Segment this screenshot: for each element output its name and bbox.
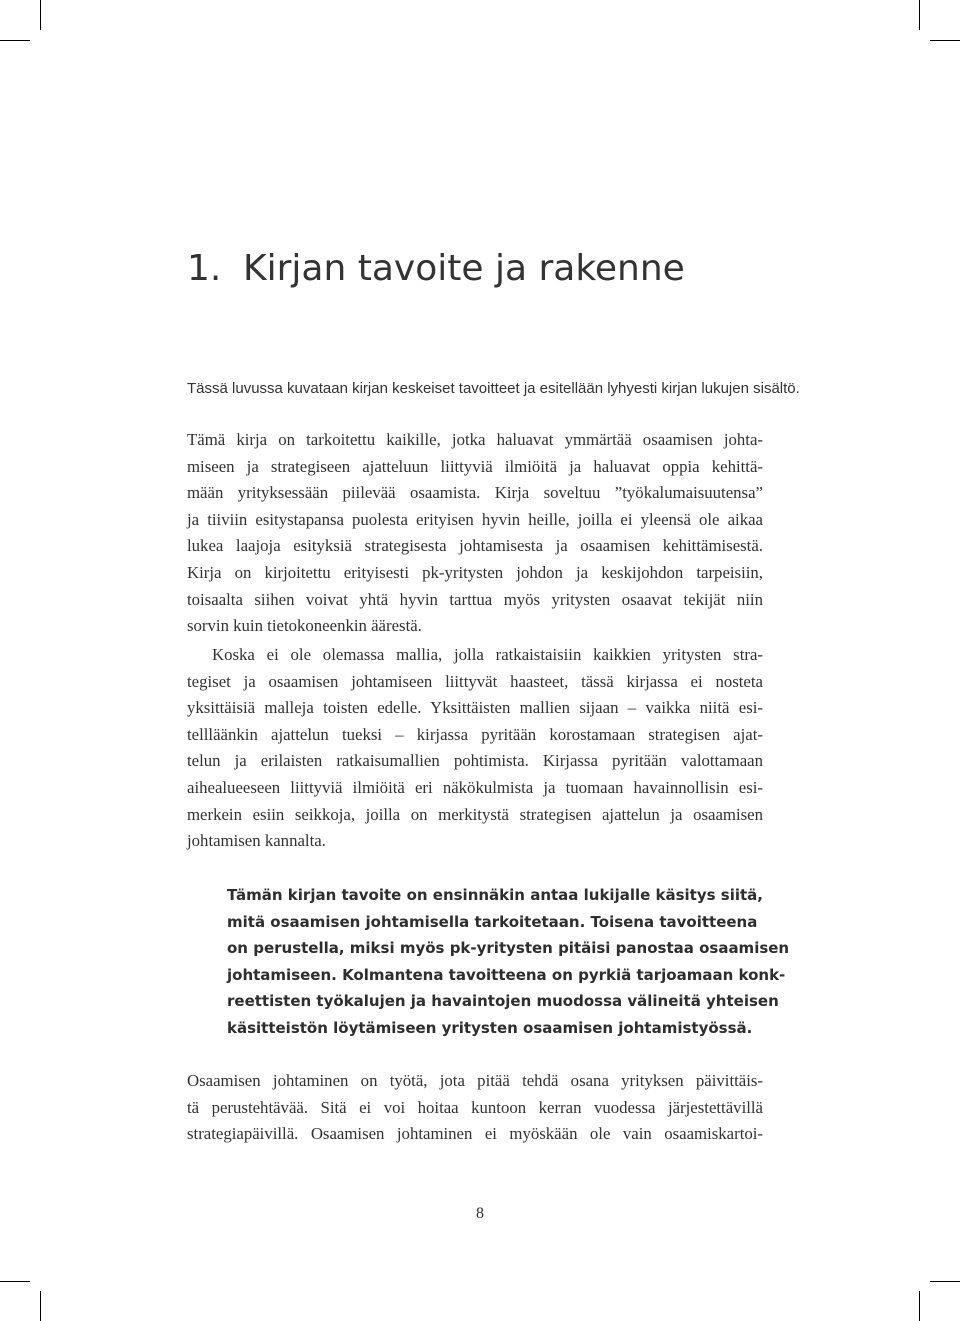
crop-mark-bottom-right-v — [919, 1291, 920, 1321]
highlight-line: on perustella, miksi myös pk-yritysten pitäisi panostaa osaamisen — [227, 939, 790, 957]
text-line: tegiset ja osaamisen johtamiseen liittyvät haasteet, tässä kirjassa ei nosteta — [187, 671, 763, 691]
text-line: aihealueeseen liittyviä ilmiöitä eri näkökulmista ja tuomaan havainnollisin esi- — [187, 777, 763, 797]
highlight-line: käsitteistön löytämiseen yritysten osaamisen johtamistyössä. — [227, 1018, 753, 1037]
chapter-title: Kirjan tavoite ja rakenne — [243, 248, 685, 289]
highlight-box — [227, 882, 790, 1041]
highlight-line: mitä osaamisen johtamisella tarkoitetaan. Toisena tavoitteena — [227, 912, 758, 931]
text-line: Kirja on kirjoitettu erityisesti pk-yritysten johdon ja keskijohdon tarpeisiin, — [187, 562, 763, 582]
text-line: sorvin kuin tietokoneenkin äärestä. — [187, 616, 422, 636]
text-line: Osaamisen johtaminen on työtä, jota pitää tehdä osana yrityksen päivittäis- — [187, 1071, 763, 1090]
crop-mark-top-right-v — [919, 0, 920, 30]
crop-mark-top-left-v — [40, 0, 41, 30]
body-paragraph-2 — [187, 642, 763, 855]
text-line: strategiapäivillä. Osaamisen johtaminen ei myöskään ole vain osaamiskartoi- — [187, 1124, 763, 1144]
text-line: telun ja erilaisten ratkaisumallien pohtimista. Kirjassa pyritään valottamaan — [187, 751, 763, 771]
text-line: tä perustehtävää. Sitä ei voi hoitaa kuntoon kerran vuodessa järjestettävillä — [187, 1097, 763, 1117]
text-line: merkein esiin seikkoja, joilla on merkitystä strategisen ajattelun ja osaamisen — [187, 804, 763, 824]
body-paragraph-3 — [187, 1068, 763, 1148]
page-number: 8 — [476, 1205, 484, 1222]
text-line: johtamisen kannalta. — [187, 831, 326, 851]
text-line: lukea laajoja esityksiä strategisesta johtamisesta ja osaamisen kehittämisestä. — [187, 536, 763, 556]
chapter-heading — [187, 248, 685, 289]
crop-mark-bottom-right-h — [930, 1281, 960, 1282]
chapter-intro: Tässä luvussa kuvataan kirjan keskeiset tavoitteet ja esitellään lyhyesti kirjan lukujen sisältö. — [187, 380, 800, 397]
text-line: Koska ei ole olemassa mallia, jolla ratkaistaisiin kaikkien yritysten stra- — [212, 645, 763, 664]
text-line: Tämä kirja on tarkoitettu kaikille, jotka haluavat ymmärtää osaamisen johta- — [187, 430, 763, 449]
crop-mark-top-left-h — [0, 40, 30, 41]
crop-mark-top-right-h — [930, 40, 960, 41]
text-line: ja tiiviin esitystapansa puolesta erityisen hyvin heille, joilla ei yleensä ole aikaa — [187, 509, 763, 529]
highlight-line: reettisten työkalujen ja havaintojen muodossa välineitä yhteisen — [227, 992, 779, 1010]
text-line: miseen ja strategiseen ajatteluun liittyviä ilmiöitä ja haluavat oppia kehittä- — [187, 456, 763, 476]
text-line: tellläänkin ajattelun tueksi – kirjassa pyritään korostamaan strategisen ajat- — [187, 724, 763, 744]
text-line: yksittäisiä malleja toisten edelle. Yksittäisten mallien sijaan – vaikka niitä esi- — [187, 698, 763, 718]
chapter-number: 1. — [187, 248, 222, 289]
text-line: mään yrityksessään piilevää osaamista. Kirja soveltuu ”työkalumaisuutensa” — [187, 483, 763, 503]
highlight-line: Tämän kirjan tavoite on ensinnäkin antaa lukijalle käsitys siitä, — [227, 886, 763, 904]
highlight-line: johtamiseen. Kolmantena tavoitteena on pyrkiä tarjoamaan konk- — [227, 965, 786, 984]
crop-mark-bottom-left-h — [0, 1281, 30, 1282]
crop-mark-bottom-left-v — [40, 1291, 41, 1321]
text-line: toisaalta siihen voivat yhtä hyvin tarttua myös yritysten osaavat tekijät niin — [187, 589, 763, 609]
body-paragraph-1 — [187, 427, 763, 640]
